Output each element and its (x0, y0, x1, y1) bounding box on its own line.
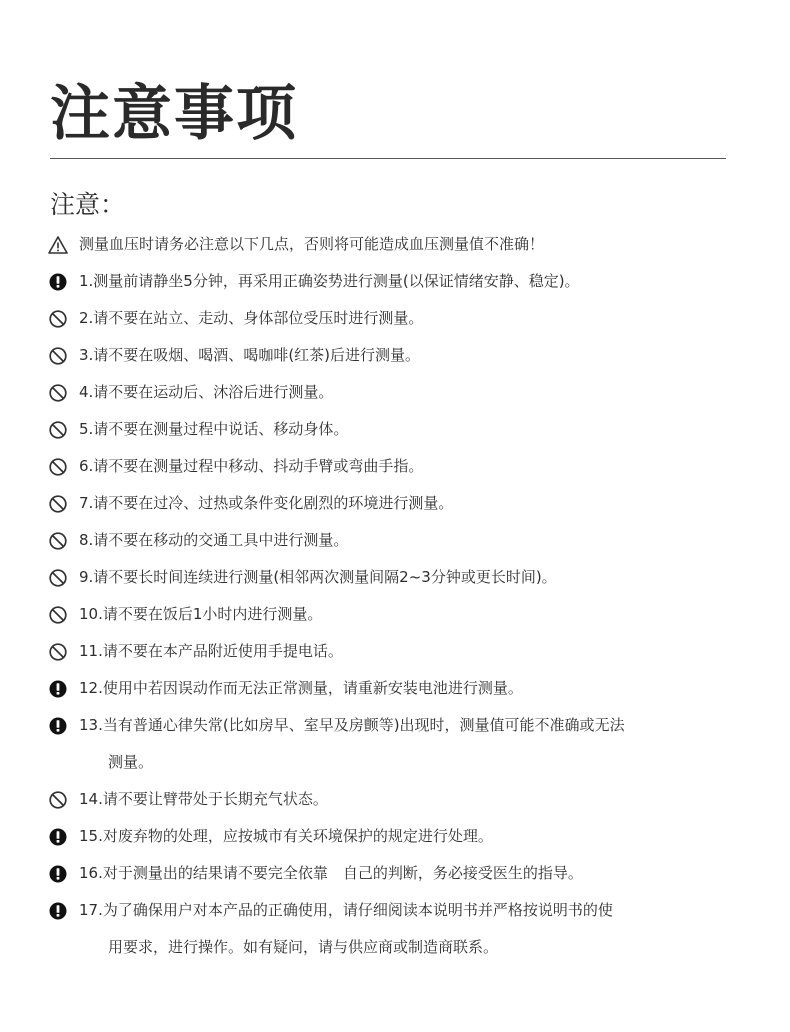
prohibited-icon (48, 790, 68, 810)
prohibited-icon (48, 346, 68, 366)
notice-item-text: 7.请不要在过冷、过热或条件变化剧烈的环境进行测量。 (79, 494, 454, 512)
exclamation-icon (48, 901, 68, 921)
notice-item (46, 707, 746, 781)
exclamation-icon (48, 864, 68, 884)
prohibited-icon (48, 568, 68, 588)
notice-item-text: 5.请不要在测量过程中说话、移动身体。 (79, 420, 349, 438)
notice-item-text: 用要求，进行操作。如有疑问，请与供应商或制造商联系。 (108, 938, 499, 956)
title-divider (50, 158, 726, 159)
notice-item-text: 9.请不要长时间连续进行测量(相邻两次测量间隔2~3分钟或更长时间)。 (79, 568, 557, 586)
notice-item-text: 1.测量前请静坐5分钟，再采用正确姿势进行测量(以保证情绪安静、稳定)。 (79, 272, 580, 290)
notice-item-text: 16.对于测量出的结果请不要完全依靠 自己的判断，务必接受医生的指导。 (79, 864, 583, 882)
prohibited-icon (48, 494, 68, 514)
notice-item-text: 2.请不要在站立、走动、身体部位受压时进行测量。 (79, 309, 424, 327)
prohibited-icon (48, 420, 68, 440)
prohibited-icon (48, 605, 68, 625)
notice-item (46, 670, 746, 707)
notice-item-text: 测量血压时请务必注意以下几点，否则将可能造成血压测量值不准确！ (79, 235, 545, 253)
notice-item (46, 411, 746, 448)
notice-item (46, 485, 746, 522)
notice-item (46, 448, 746, 485)
prohibited-icon (48, 457, 68, 477)
notice-item-text: 10.请不要在饭后1小时内进行测量。 (79, 605, 323, 623)
exclamation-icon (48, 679, 68, 699)
notice-list (46, 226, 746, 966)
notice-item-text: 15.对废弃物的处理，应按城市有关环境保护的规定进行处理。 (79, 827, 493, 845)
exclamation-icon (48, 716, 68, 736)
notice-item (46, 337, 746, 374)
notice-item-text: 11.请不要在本产品附近使用手提电话。 (79, 642, 343, 660)
notice-item-text: 12.使用中若因误动作而无法正常测量，请重新安装电池进行测量。 (79, 679, 523, 697)
notice-item (46, 596, 746, 633)
warning-icon (48, 235, 68, 255)
notice-item (46, 781, 746, 818)
notice-item (46, 522, 746, 559)
notice-item (46, 226, 746, 263)
notice-heading: 注意： (50, 190, 126, 219)
notice-item-text: 3.请不要在吸烟、喝酒、喝咖啡(红茶)后进行测量。 (79, 346, 421, 364)
notice-item (46, 559, 746, 596)
notice-item-text: 4.请不要在运动后、沐浴后进行测量。 (79, 383, 334, 401)
notice-item (46, 855, 746, 892)
notice-item-text: 17.为了确保用户对本产品的正确使用，请仔细阅读本说明书并严格按说明书的使 (79, 901, 613, 919)
prohibited-icon (48, 383, 68, 403)
notice-item (46, 263, 746, 300)
notice-item (46, 633, 746, 670)
notice-item-text: 14.请不要让臂带处于长期充气状态。 (79, 790, 328, 808)
prohibited-icon (48, 642, 68, 662)
notice-item-text: 测量。 (108, 753, 154, 771)
notice-item-text: 8.请不要在移动的交通工具中进行测量。 (79, 531, 349, 549)
prohibited-icon (48, 531, 68, 551)
exclamation-icon (48, 272, 68, 292)
page-title: 注意事项 (50, 79, 298, 149)
notice-item (46, 300, 746, 337)
prohibited-icon (48, 309, 68, 329)
notice-item-text: 13.当有普通心律失常(比如房早、室早及房颤等)出现时，测量值可能不准确或无法 (79, 716, 625, 734)
exclamation-icon (48, 827, 68, 847)
notice-item (46, 374, 746, 411)
notice-item (46, 892, 746, 966)
notice-item (46, 818, 746, 855)
notice-item-text: 6.请不要在测量过程中移动、抖动手臂或弯曲手指。 (79, 457, 424, 475)
